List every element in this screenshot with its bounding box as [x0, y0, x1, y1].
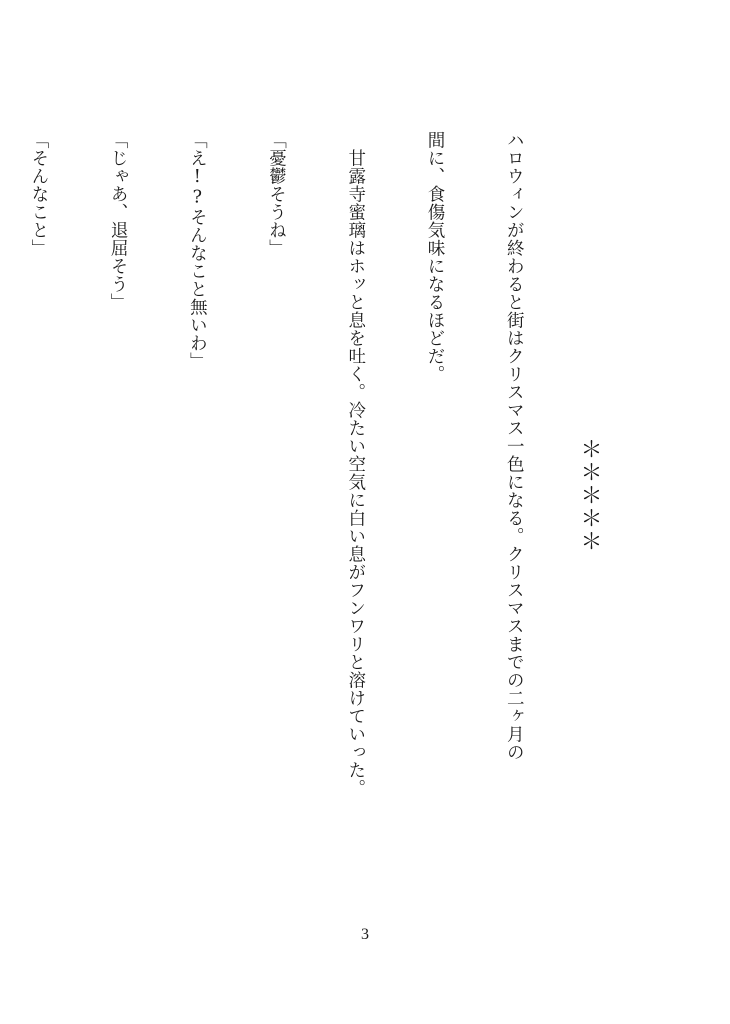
section-break-asterisks: ＊＊＊＊＊: [577, 438, 602, 553]
dialogue-line: 「憂鬱そうね」: [266, 131, 287, 257]
text-line: 甘露寺蜜璃はホッと息を吐く。冷たい空気に白い息がフンワリと溶けていった。: [345, 131, 366, 797]
page-number: 3: [361, 926, 369, 943]
dialogue-line: 「じゃあ、退屈そう」: [108, 131, 129, 311]
body-text: [0, 131, 580, 911]
dialogue-line: 「そんなこと」: [28, 131, 49, 257]
text-line: ハロウィンが終わると街はクリスマス一色になる。クリスマスまでの二ヶ月の: [504, 131, 525, 761]
dialogue-line: 「え!?そんなこと無いわ」: [187, 131, 208, 370]
text-line: 間に、食傷気味になるほどだ。: [424, 131, 445, 383]
